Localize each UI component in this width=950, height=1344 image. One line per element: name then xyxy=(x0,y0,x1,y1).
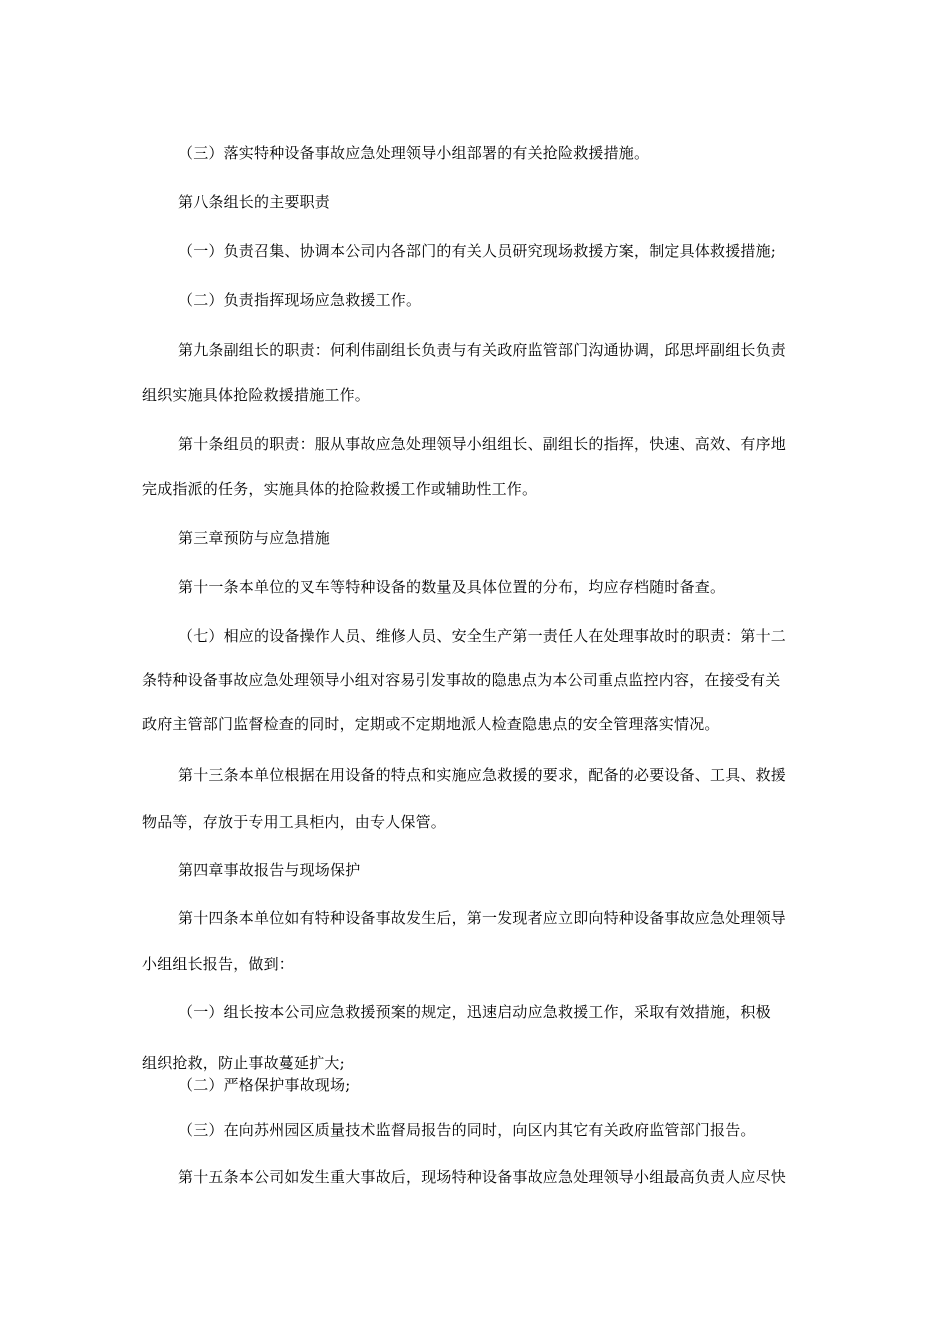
paragraph-line: 组织抢救，防止事故蔓延扩大; xyxy=(142,1054,345,1072)
paragraph-line: 第十五条本公司如发生重大事故后，现场特种设备事故应急处理领导小组最高负责人应尽快 xyxy=(178,1168,787,1186)
paragraph-line: 政府主管部门监督检查的同时，定期或不定期地派人检查隐患点的安全管理落实情况。 xyxy=(142,715,720,733)
paragraph-line: （三）落实特种设备事故应急处理领导小组部署的有关抢险救援措施。 xyxy=(178,144,650,162)
paragraph-line: （三）在向苏州园区质量技术监督局报告的同时，向区内其它有关政府监管部门报告。 xyxy=(178,1121,756,1139)
chapter-heading: 第三章预防与应急措施 xyxy=(178,529,331,547)
paragraph-line: 第十一条本单位的叉车等特种设备的数量及具体位置的分布，均应存档随时备查。 xyxy=(178,578,726,596)
paragraph-line: （二）负责指挥现场应急救援工作。 xyxy=(178,291,422,309)
paragraph-line: 完成指派的任务，实施具体的抢险救援工作或辅助性工作。 xyxy=(142,480,538,498)
paragraph-line: 第十三条本单位根据在用设备的特点和实施应急救援的要求，配备的必要设备、工具、救援 xyxy=(178,766,787,784)
paragraph-line: （七）相应的设备操作人员、维修人员、安全生产第一责任人在处理事故时的职责：第十二 xyxy=(178,627,787,645)
paragraph-line: 条特种设备事故应急处理领导小组对容易引发事故的隐患点为本公司重点监控内容，在接受有关 xyxy=(142,671,781,689)
paragraph-line: （二）严格保护事故现场; xyxy=(178,1076,351,1094)
paragraph-line: 小组组长报告，做到： xyxy=(142,955,295,973)
paragraph-line: （一）组长按本公司应急救援预案的规定，迅速启动应急救援工作，采取有效措施，积极 xyxy=(178,1003,771,1021)
chapter-heading: 第四章事故报告与现场保护 xyxy=(178,861,361,879)
paragraph-line: 物品等，存放于专用工具柜内，由专人保管。 xyxy=(142,813,447,831)
paragraph-line: （一）负责召集、协调本公司内各部门的有关人员研究现场救援方案，制定具体救援措施; xyxy=(178,242,777,260)
paragraph-line: 组织实施具体抢险救援措施工作。 xyxy=(142,386,371,404)
paragraph-line: 第十条组员的职责：服从事故应急处理领导小组组长、副组长的指挥，快速、高效、有序地 xyxy=(178,435,787,453)
section-heading: 第八条组长的主要职责 xyxy=(178,193,331,211)
paragraph-line: 第十四条本单位如有特种设备事故发生后，第一发现者应立即向特种设备事故应急处理领导 xyxy=(178,909,787,927)
paragraph-line: 第九条副组长的职责：何利伟副组长负责与有关政府监管部门沟通协调，邱思坪副组长负责 xyxy=(178,341,787,359)
